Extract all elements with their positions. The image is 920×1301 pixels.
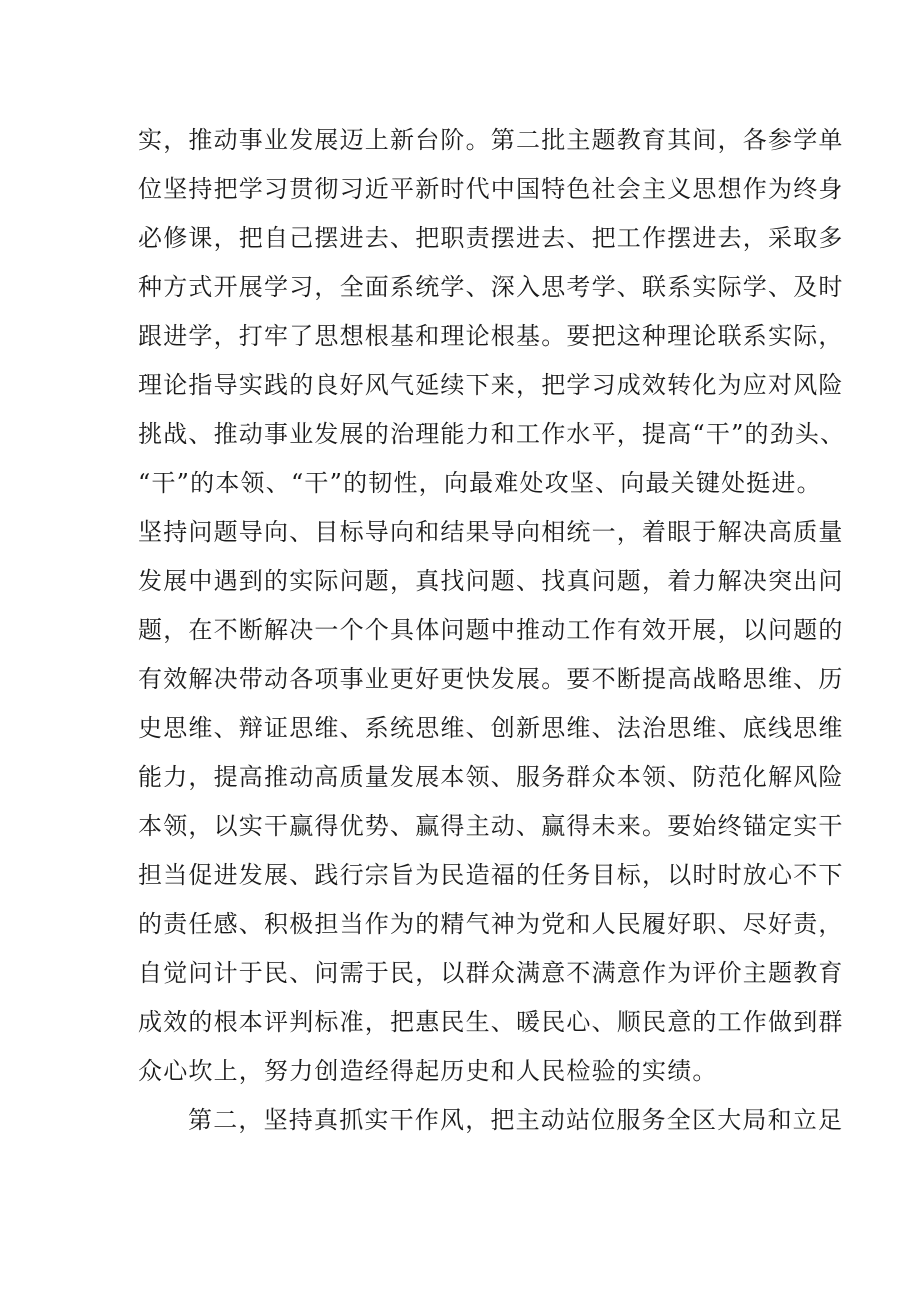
text-line: 位坚持把学习贯彻习近平新时代中国特色社会主义思想作为终身 bbox=[138, 175, 844, 203]
paragraph-start-line: 第二，坚持真抓实干作风，把主动站位服务全区大局和立足 bbox=[188, 1106, 844, 1134]
text-line: 众心坎上，努力创造经得起历史和人民检验的实绩。 bbox=[138, 1057, 718, 1085]
body-text bbox=[138, 116, 846, 1145]
text-line: 史思维、辩证思维、系统思维、创新思维、法治思维、底线思维 bbox=[138, 714, 844, 742]
text-line: 必修课，把自己摆进去、把职责摆进去、把工作摆进去，采取多 bbox=[138, 224, 844, 252]
text-line: 坚持问题导向、目标导向和结果导向相统一，着眼于解决高质量 bbox=[138, 518, 844, 546]
text-line: 本领，以实干赢得优势、赢得主动、赢得未来。要始终锚定实干 bbox=[138, 812, 844, 840]
text-line: 种方式开展学习，全面系统学、深入思考学、联系实际学、及时 bbox=[138, 273, 844, 301]
text-line: 能力，提高推动高质量发展本领、服务群众本领、防范化解风险 bbox=[138, 763, 844, 791]
text-line: 发展中遇到的实际问题，真找问题、找真问题，着力解决突出问 bbox=[138, 567, 844, 595]
text-line: 挑战、推动事业发展的治理能力和工作水平，提高“干”的劲头、 bbox=[138, 420, 846, 448]
text-line: 的责任感、积极担当作为的精气神为党和人民履好职、尽好责， bbox=[138, 910, 844, 938]
text-line: 自觉问计于民、问需于民，以群众满意不满意作为评价主题教育 bbox=[138, 959, 844, 987]
text-line: 题，在不断解决一个个具体问题中推动工作有效开展，以问题的 bbox=[138, 616, 844, 644]
text-line: 成效的根本评判标准，把惠民生、暖民心、顺民意的工作做到群 bbox=[138, 1008, 844, 1036]
text-line: “干”的本领、“干”的韧性，向最难处攻坚、向最关键处挺进。 bbox=[138, 469, 822, 497]
text-line: 实，推动事业发展迈上新台阶。第二批主题教育其间，各参学单 bbox=[138, 126, 844, 154]
text-line: 担当促进发展、践行宗旨为民造福的任务目标，以时时放心不下 bbox=[138, 861, 844, 889]
text-line: 理论指导实践的良好风气延续下来，把学习成效转化为应对风险 bbox=[138, 371, 844, 399]
text-line: 跟进学，打牢了思想根基和理论根基。要把这种理论联系实际， bbox=[138, 322, 844, 350]
text-line: 有效解决带动各项事业更好更快发展。要不断提高战略思维、历 bbox=[138, 665, 844, 693]
